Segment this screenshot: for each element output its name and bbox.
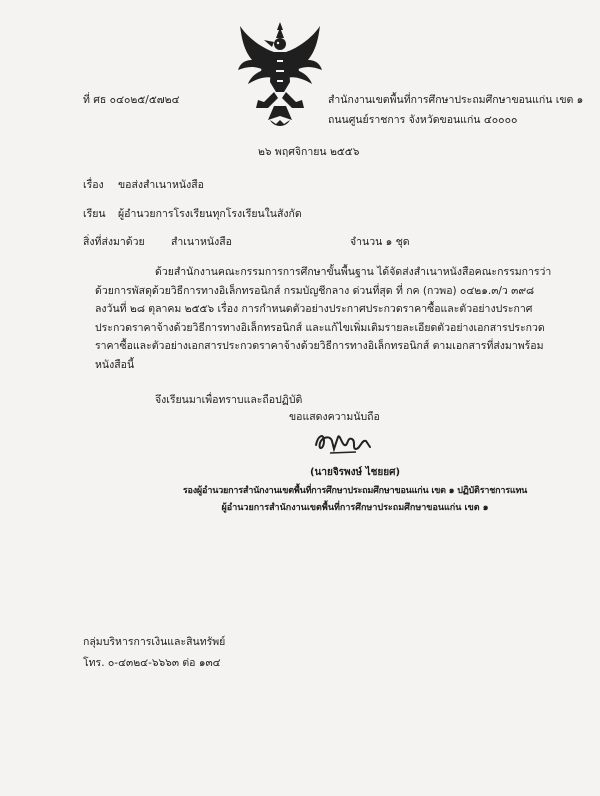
signatory-position: รองผู้อำนวยการสำนักงานเขตพื้นที่การศึกษาประถมศึกษาขอนแก่น เขต ๑ ปฏิบัติราชการแทน [182,486,528,496]
body-line: ด้วยสำนักงานคณะกรรมการการศึกษาขั้นพื้นฐาน ได้จัดส่งสำเนาหนังสือคณะกรรมการว่า [155,266,552,278]
enclosure-label: สิ่งที่ส่งมาด้วย [83,236,145,248]
body-line: หนังสือนี้ [95,358,135,371]
body-paragraph [95,263,552,374]
handwritten-signature [312,427,374,457]
body-line: ประกวดราคาจ้างด้วยวิธีการทางอิเล็กทรอนิกส์ และแก้ไขเพิ่มเติมรายละเอียดตัวอย่างเอกสารประกวด [95,321,545,334]
reference-number: ที่ ศธ ๐๔๐๒๕/๕๗๒๔ [83,94,180,106]
subject-value: ขอส่งสำเนาหนังสือ [118,179,204,191]
enclosure-quantity: จำนวน ๑ ชุด [350,236,410,248]
office-address: ถนนศูนย์ราชการ จังหวัดขอนแก่น ๔๐๐๐๐ [328,114,518,126]
department-phone: โทร. ๐-๔๓๒๔-๖๖๖๓ ต่อ ๑๓๔ [83,657,221,669]
body-line: ราคาซื้อและตัวอย่างเอกสารประกวดราคาจ้างด้วยวิธีการทางอิเล็กทรอนิกส์ ตามเอกสารที่ส่งมาพร้อม [95,340,544,352]
recipient-value: ผู้อำนวยการโรงเรียนทุกโรงเรียนในสังกัด [118,208,302,220]
signatory-name: (นายจิรพงษ์ ไชยยศ) [309,467,401,478]
signatory-position-acting: ผู้อำนวยการสำนักงานเขตพื้นที่การศึกษาประถมศึกษาขอนแก่น เขต ๑ [221,503,489,513]
body-line: ด้วยการพัสดุด้วยวิธีการทางอิเล็กทรอนิกส์ กรมบัญชีกลาง ด่วนที่สุด ที่ กค (กวพอ) ๐๔๒๑.๓/ว ๓๙๘ [95,284,535,297]
letter-date: ๒๖ พฤศจิกายน ๒๕๕๖ [258,146,360,158]
closing-request: จึงเรียนมาเพื่อทราบและถือปฏิบัติ [155,394,303,406]
garuda-emblem-icon [234,20,326,132]
recipient-label: เรียน [83,208,106,220]
enclosure-value: สำเนาหนังสือ [171,236,232,248]
closing-salutation: ขอแสดงความนับถือ [289,411,380,423]
subject-label: เรื่อง [83,179,104,191]
department-name: กลุ่มบริหารการเงินและสินทรัพย์ [83,636,226,648]
body-line: ลงวันที่ ๒๘ ตุลาคม ๒๕๕๖ เรื่อง การกำหนดตัวอย่างประกาศประกวดราคาซื้อและตัวอย่างประกาศ [95,303,533,315]
office-name: สำนักงานเขตพื้นที่การศึกษาประถมศึกษาขอนแก่น เขต ๑ [328,94,584,106]
